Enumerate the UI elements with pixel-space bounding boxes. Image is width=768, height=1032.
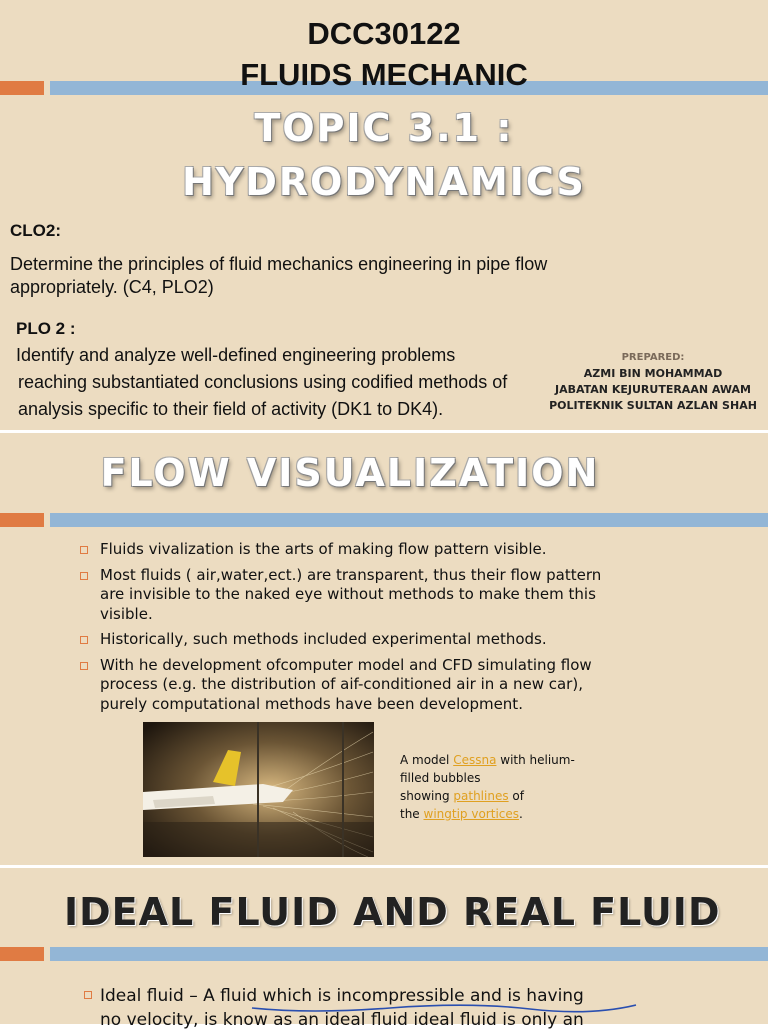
list-item — [80, 566, 640, 625]
prepared-label: PREPARED: — [621, 352, 685, 363]
bullet-box-icon — [80, 572, 88, 580]
slide-course-intro — [0, 0, 768, 430]
bullet-text: Historically, such methods included experimental methods. — [100, 630, 547, 648]
bullet-text: are invisible to the naked eye without methods to make them this — [100, 585, 596, 603]
slide3-accent-bar — [0, 947, 768, 961]
bullet-box-icon — [80, 546, 88, 554]
bullet-text: purely computational methods have been development. — [100, 694, 523, 713]
plo-label: PLO 2 : — [16, 319, 76, 338]
list-item — [80, 656, 640, 715]
plo-text-line3: analysis specific to their field of activity (DK1 to DK4). — [18, 399, 444, 419]
bullet-text: process (e.g. the distribution of aif-conditioned air in a new car), — [100, 675, 583, 693]
bullet-text: With he development ofcomputer model and CFD simulating flow — [100, 655, 592, 674]
prepared-dept: JABATAN KEJURUTERAAN AWAM — [555, 383, 751, 396]
bullet-box-icon — [84, 991, 92, 999]
prepared-institution: POLITEKNIK SULTAN AZLAN SHAH — [549, 399, 757, 412]
bullet-text: visible. — [100, 604, 153, 623]
prepared-name: AZMI BIN MOHAMMAD — [583, 367, 723, 380]
wingtip-vortices-link[interactable]: wingtip vortices — [423, 807, 520, 821]
plo-text-line2: reaching substantiated conclusions using codified methods of — [18, 372, 508, 392]
bullet-box-icon — [80, 662, 88, 670]
pathlines-link[interactable]: pathlines — [453, 789, 509, 803]
bullet-text: Fluids vivalization is the arts of making flow pattern visible. — [100, 540, 547, 558]
bullet-text: no velocity, is know as an ideal fluid ideal fluid is only an — [100, 1010, 584, 1030]
bullet-text: Ideal fluid – A fluid which is incompressible and is having — [100, 986, 584, 1006]
clo-text-line1: Determine the principles of fluid mechanics engineering in pipe flow — [10, 254, 548, 274]
slide2-accent-bar — [0, 513, 768, 527]
course-code: DCC30122 — [307, 16, 461, 51]
flow-visualization-title: FLOW VISUALIZATION — [100, 451, 600, 495]
handwritten-underline — [250, 1002, 640, 1016]
photo-caption: A model Cessna with helium- filled bubbles showing pathlines of the wingtip vortices. — [400, 753, 575, 821]
course-name: FLUIDS MECHANIC — [240, 57, 528, 92]
prepared-by-block — [548, 350, 758, 414]
bullet-text: Most fluids ( air,water,ect.) are transparent, thus their flow pattern — [100, 565, 602, 584]
cessna-link[interactable]: Cessna — [453, 753, 497, 767]
flow-bullet-list — [80, 540, 640, 714]
topic-title-line1: TOPIC 3.1 : — [254, 106, 514, 150]
ideal-real-fluid-title: IDEAL FLUID AND REAL FLUID — [64, 890, 721, 934]
bullet-box-icon — [80, 636, 88, 644]
list-item — [80, 540, 640, 560]
slide-flow-visualization — [0, 433, 768, 865]
topic-title-line2: HYDRODYNAMICS — [182, 160, 586, 204]
clo-label: CLO2: — [10, 221, 61, 240]
list-item — [80, 630, 640, 650]
plo-text-line1: Identify and analyze well-defined engineering problems — [16, 345, 456, 365]
clo-text-line2: appropriately. (C4, PLO2) — [10, 277, 214, 297]
cessna-wind-tunnel-photo — [143, 722, 374, 857]
